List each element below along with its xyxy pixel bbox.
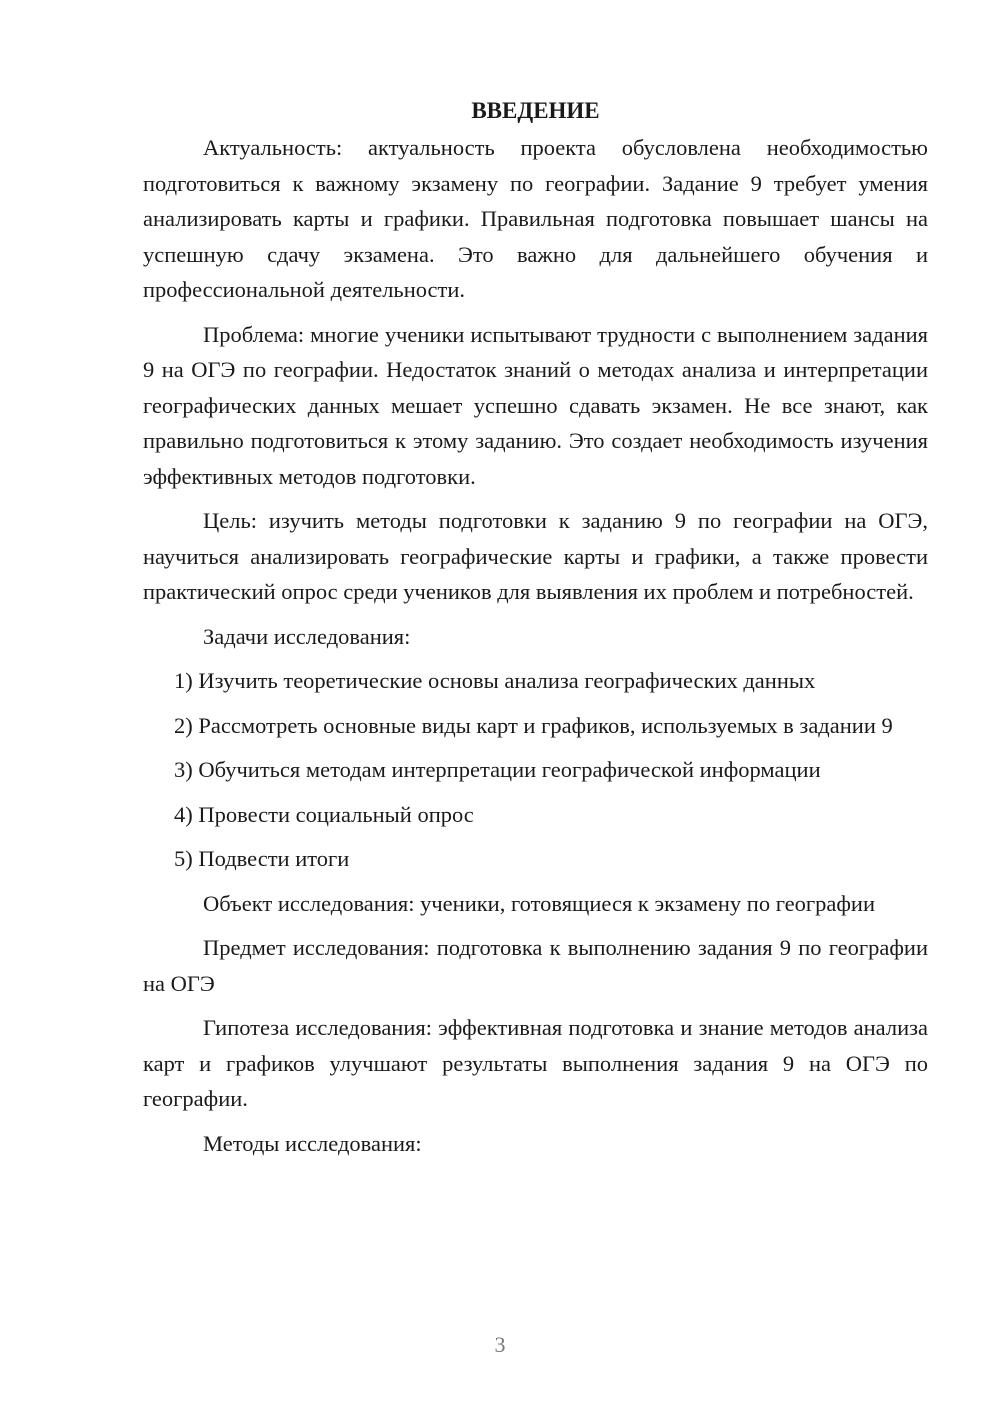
task-item-1: 1) Изучить теоретические основы анализа географических данных xyxy=(174,668,816,693)
task-item-3: 3) Обучиться методам интерпретации географической информации xyxy=(174,757,821,782)
paragraph-hypothesis: Гипотеза исследования: эффективная подготовка и знание методов анализа карт и графиков улучшают результаты выполнения задания 9 на ОГЭ по географии. xyxy=(143,1015,928,1111)
paragraph-goal: Цель: изучить методы подготовки к заданию 9 по географии на ОГЭ, научиться анализировать географические карты и графики, а также провести практический опрос среди учеников для выявления их проблем и потребностей. xyxy=(143,508,928,604)
task-item-5: 5) Подвести итоги xyxy=(174,846,350,871)
paragraph-relevance: Актуальность: актуальность проекта обусловлена необходимостью подготовиться к важному экзамену по географии. Задание 9 требует умения анализировать карты и графики. Правильная подготовка повышает шансы на успешную сдачу экзамена. Это важно для дальнейшего обучения и профессиональной деятельности. xyxy=(143,135,928,302)
paragraph-tasks-heading: Задачи исследования: xyxy=(203,623,411,649)
paragraph-methods-heading: Методы исследования: xyxy=(203,1130,422,1156)
task-item-4: 4) Провести социальный опрос xyxy=(174,801,474,827)
task-item-2: 2) Рассмотреть основные виды карт и графиков, используемых в задании 9 xyxy=(174,712,893,738)
page-number: 3 xyxy=(494,1332,506,1357)
paragraph-object: Объект исследования: ученики, готовящиеся к экзамену по географии xyxy=(203,890,875,916)
paragraph-problem: Проблема: многие ученики испытывают трудности с выполнением задания 9 на ОГЭ по географии. Недостаток знаний о методах анализа и интерпретации географических данных мешает успешно сдавать экзамен. Не все знают, как правильно подготовиться к этому заданию. Это создает необходимость изучения эффективных методов подготовки. xyxy=(143,321,928,489)
paragraph-subject: Предмет исследования: подготовка к выполнению задания 9 по географии на ОГЭ xyxy=(143,935,928,996)
document-page xyxy=(143,96,928,1170)
section-title: ВВЕДЕНИЕ xyxy=(471,98,600,123)
